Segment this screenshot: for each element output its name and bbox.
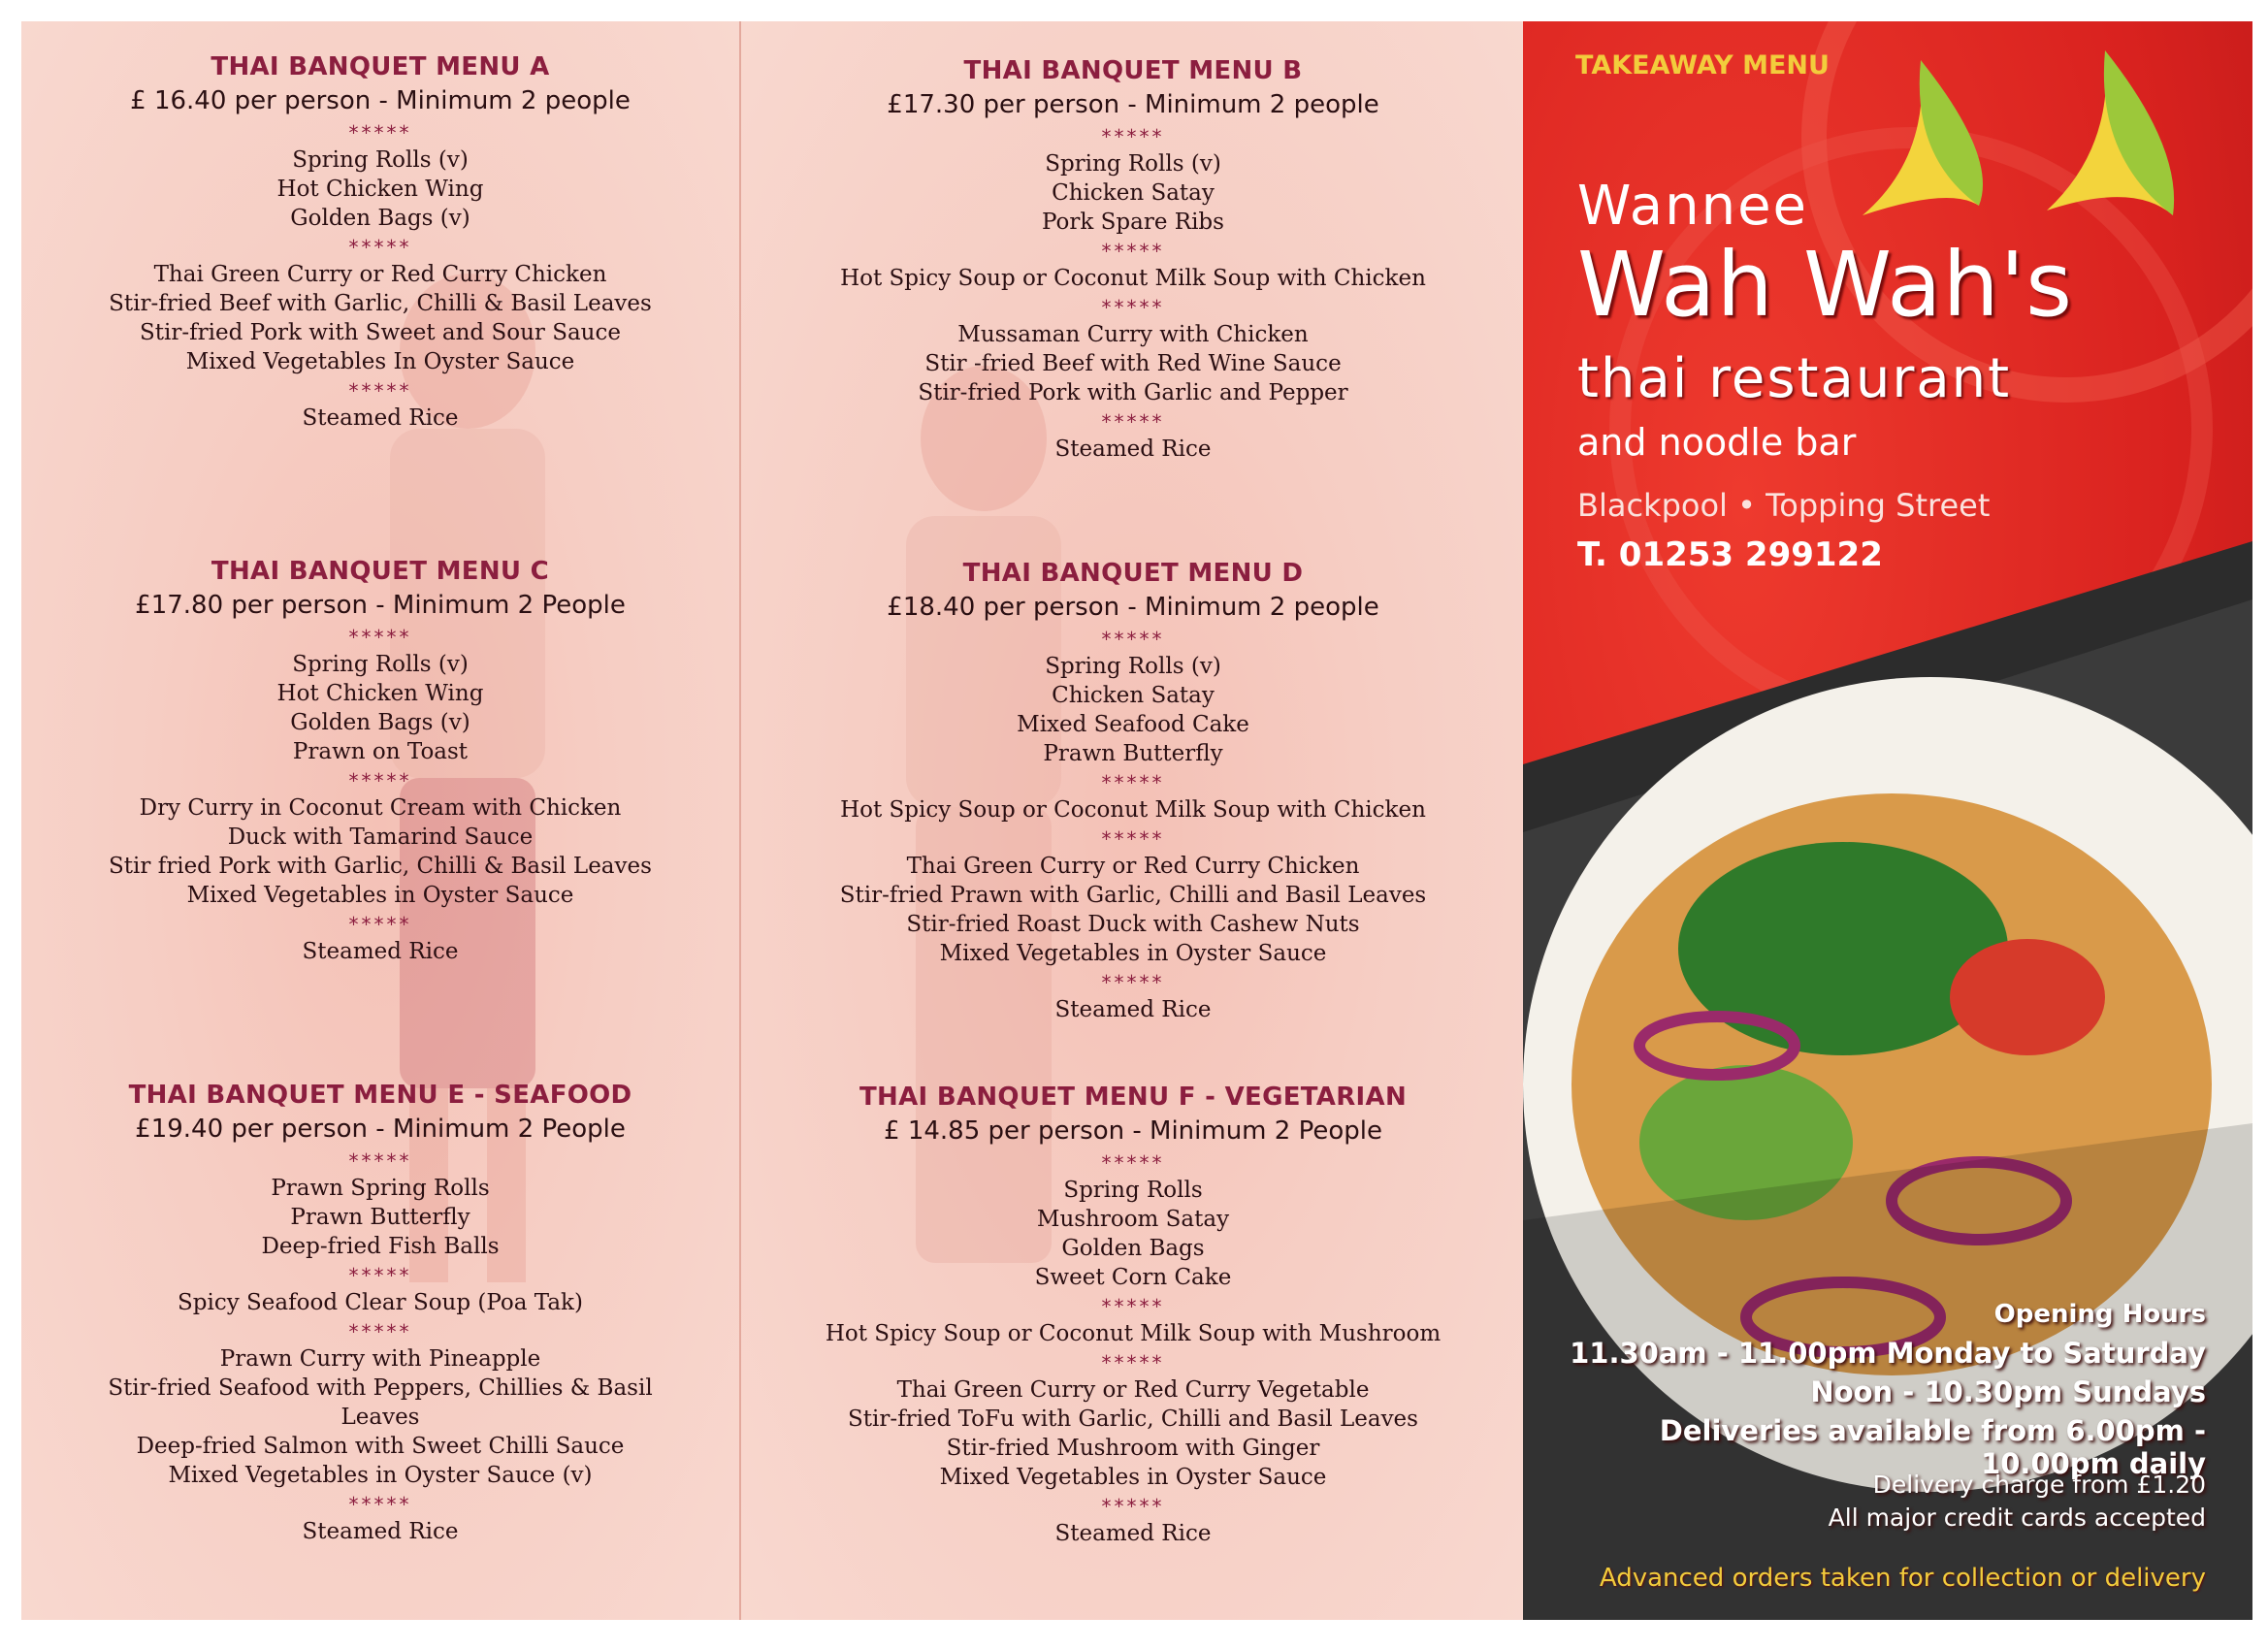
banquet-menu-a (21, 50, 739, 433)
menu-item: Mixed Vegetables in Oyster Sauce (v) (168, 1463, 593, 1488)
menu-item: Mixed Vegetables in Oyster Sauce (186, 883, 574, 908)
divider-stars: ***** (1101, 628, 1165, 651)
opening-hours-heading: Opening Hours (1993, 1300, 2206, 1329)
banquet-menu-c (21, 555, 739, 966)
menu-price: £17.80 per person - Minimum 2 People (135, 591, 626, 620)
divider-stars: ***** (348, 121, 412, 145)
menu-item: Dry Curry in Coconut Cream with Chicken (139, 795, 622, 821)
divider-stars: ***** (348, 626, 412, 649)
brand-name-small: Wannee (1577, 175, 1808, 238)
menu-title: THAI BANQUET MENU E - SEAFOOD (128, 1081, 632, 1110)
menu-item: Steamed Rice (302, 1519, 459, 1544)
middle-panel (739, 21, 1525, 1620)
divider-stars: ***** (348, 1149, 412, 1173)
menu-item: Stir-fried Prawn with Garlic, Chilli and Basil Leaves (839, 883, 1427, 908)
menu-item: Stir-fried Pork with Sweet and Sour Sauce (140, 320, 621, 345)
phone-number: T. 01253 299122 (1577, 535, 1883, 574)
menu-item: Stir-fried Mushroom with Ginger (946, 1436, 1320, 1461)
credit-cards-note: All major credit cards accepted (1828, 1504, 2206, 1532)
banquet-menu-d (741, 557, 1525, 1024)
menu-item: Spring Rolls (v) (292, 147, 469, 173)
cover-panel (1523, 21, 2252, 1620)
menu-title: THAI BANQUET MENU B (963, 56, 1303, 85)
divider-stars: ***** (1101, 771, 1165, 794)
menu-item: Golden Bags (v) (290, 710, 470, 735)
divider-stars: ***** (348, 236, 412, 259)
menu-item: Spring Rolls (v) (1045, 151, 1221, 177)
divider-stars: ***** (1101, 410, 1165, 434)
divider-stars: ***** (348, 1264, 412, 1287)
menu-item: Thai Green Curry or Red Curry Vegetable (896, 1377, 1370, 1403)
menu-title: THAI BANQUET MENU A (211, 52, 550, 81)
menu-item: Prawn Butterfly (290, 1205, 470, 1230)
menu-item: Mixed Seafood Cake (1017, 712, 1249, 737)
divider-stars: ***** (1101, 1495, 1165, 1518)
divider-stars: ***** (1101, 827, 1165, 851)
menu-item: Mixed Vegetables in Oyster Sauce (939, 1465, 1327, 1490)
menu-item: Steamed Rice (302, 405, 459, 431)
menu-item: Steamed Rice (1054, 436, 1212, 462)
banquet-menu-e (21, 1079, 739, 1546)
menu-item: Stir-fried Beef with Garlic, Chilli & Basil Leaves (109, 291, 652, 316)
menu-item: Mussaman Curry with Chicken (957, 322, 1309, 347)
divider-stars: ***** (348, 769, 412, 792)
menu-item: Hot Chicken Wing (276, 681, 484, 706)
divider-stars: ***** (1101, 296, 1165, 319)
menu-price: £ 14.85 per person - Minimum 2 People (884, 1116, 1382, 1146)
brand-tagline-secondary: and noodle bar (1577, 421, 1857, 464)
menu-item: Steamed Rice (302, 939, 459, 964)
temple-roof-logo-icon (1853, 41, 2202, 235)
delivery-charge: Delivery charge from £1.20 (1872, 1471, 2206, 1499)
menu-item: Prawn Spring Rolls (271, 1176, 490, 1201)
divider-stars: ***** (1101, 125, 1165, 148)
advance-orders-note: Advanced orders taken for collection or delivery (1599, 1564, 2206, 1593)
takeaway-label: TAKEAWAY MENU (1575, 50, 1830, 81)
divider-stars: ***** (348, 379, 412, 403)
menu-item: Thai Green Curry or Red Curry Chicken (906, 854, 1360, 879)
divider-stars: ***** (348, 1320, 412, 1343)
menu-item: Stir-fried ToFu with Garlic, Chilli and Basil Leaves (848, 1406, 1418, 1432)
menu-item: Steamed Rice (1054, 997, 1212, 1022)
menu-item: Hot Chicken Wing (276, 177, 484, 202)
menu-item: Mixed Vegetables in Oyster Sauce (939, 941, 1327, 966)
menu-title: THAI BANQUET MENU C (211, 557, 550, 586)
banquet-menu-f (741, 1081, 1525, 1548)
menu-item: Sweet Corn Cake (1034, 1265, 1232, 1290)
delivery-hours: Deliveries available from 6.00pm - 10.00pm daily (1659, 1414, 2206, 1480)
menu-price: £19.40 per person - Minimum 2 People (135, 1115, 626, 1144)
menu-item: Spicy Seafood Clear Soup (Poa Tak) (178, 1290, 583, 1315)
menu-item: Mushroom Satay (1036, 1207, 1230, 1232)
banquet-menu-b (741, 54, 1525, 464)
menu-price: £ 16.40 per person - Minimum 2 people (130, 86, 631, 115)
menu-item: Mixed Vegetables In Oyster Sauce (185, 349, 575, 374)
menu-item: Golden Bags (1061, 1236, 1205, 1261)
divider-stars: ***** (348, 913, 412, 936)
menu-item: Stir-fried Pork with Garlic and Pepper (918, 380, 1348, 405)
menu-item: Deep-fried Salmon with Sweet Chilli Sauce (136, 1434, 625, 1459)
brand-name: Wah Wah's (1577, 233, 2074, 337)
menu-item: Chicken Satay (1052, 180, 1215, 206)
divider-stars: ***** (1101, 1151, 1165, 1175)
menu-item: Stir fried Pork with Garlic, Chilli & Basil Leaves (109, 854, 652, 879)
divider-stars: ***** (348, 1493, 412, 1516)
menu-title: THAI BANQUET MENU F - VEGETARIAN (859, 1083, 1408, 1112)
left-panel (21, 21, 739, 1620)
menu-title: THAI BANQUET MENU D (962, 559, 1304, 588)
menu-item: Stir-fried Roast Duck with Cashew Nuts (906, 912, 1360, 937)
menu-item: Prawn Butterfly (1043, 741, 1223, 766)
divider-stars: ***** (1101, 1351, 1165, 1374)
menu-item: Golden Bags (v) (290, 206, 470, 231)
opening-hours-sunday: Noon - 10.30pm Sundays (1810, 1375, 2206, 1408)
menu-item: Hot Spicy Soup or Coconut Milk Soup with Chicken (840, 797, 1426, 823)
menu-item: Spring Rolls (v) (292, 652, 469, 677)
brand-tagline: thai restaurant (1577, 347, 2012, 410)
menu-item: Prawn on Toast (292, 739, 469, 764)
menu-item: Deep-fried Fish Balls (261, 1234, 500, 1259)
menu-item: Hot Spicy Soup or Coconut Milk Soup with Chicken (840, 266, 1426, 291)
address: Blackpool • Topping Street (1577, 487, 1991, 524)
divider-stars: ***** (1101, 240, 1165, 263)
menu-price: £17.30 per person - Minimum 2 people (887, 90, 1379, 119)
menu-item: Thai Green Curry or Red Curry Chicken (153, 262, 607, 287)
menu-item: Hot Spicy Soup or Coconut Milk Soup with Mushroom (825, 1321, 1442, 1346)
menu-price: £18.40 per person - Minimum 2 people (887, 593, 1379, 622)
divider-stars: ***** (1101, 971, 1165, 994)
menu-item: Steamed Rice (1054, 1521, 1212, 1546)
menu-item: Pork Spare Ribs (1042, 210, 1224, 235)
menu-item: Chicken Satay (1052, 683, 1215, 708)
menu-item: Spring Rolls (v) (1045, 654, 1221, 679)
opening-hours-weekdays: 11.30am - 11.00pm Monday to Saturday (1570, 1337, 2206, 1370)
menu-item: Prawn Curry with Pineapple (219, 1346, 541, 1372)
menu-sheet (21, 21, 2252, 1620)
menu-item: Stir-fried Seafood with Peppers, Chillies & Basil (108, 1375, 653, 1401)
menu-item: Leaves (340, 1405, 420, 1430)
menu-item: Stir -fried Beef with Red Wine Sauce (924, 351, 1342, 376)
menu-item: Duck with Tamarind Sauce (227, 824, 534, 850)
menu-item: Spring Rolls (1063, 1178, 1203, 1203)
divider-stars: ***** (1101, 1295, 1165, 1318)
